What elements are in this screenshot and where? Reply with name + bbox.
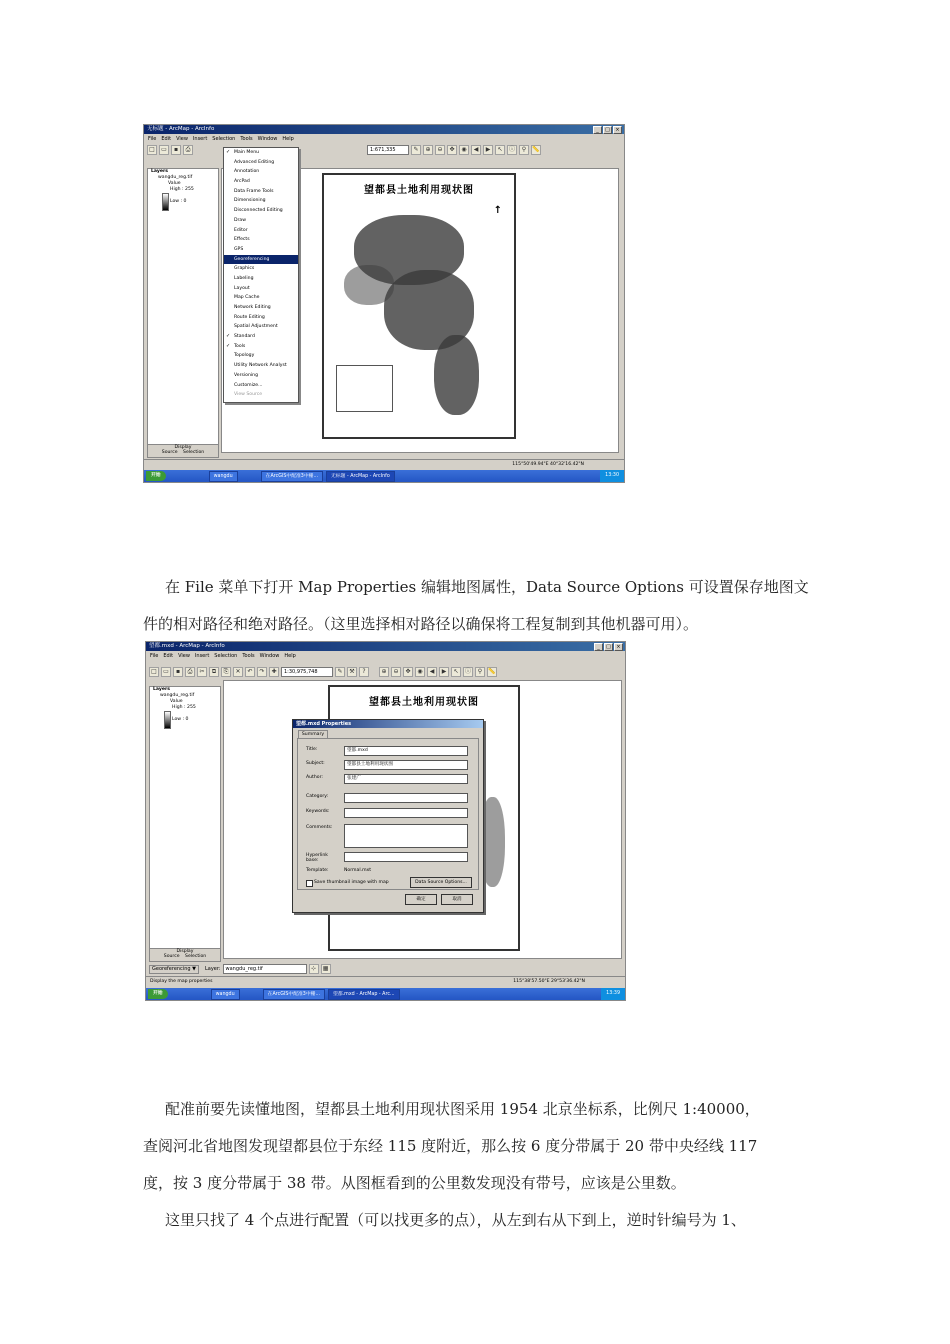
system-tray-clock: 13:39 — [601, 988, 625, 1000]
new-icon[interactable]: □ — [147, 145, 157, 155]
text-line: 度，按 3 度分带属于 38 带。从图框看到的公里数发现没有带号，应该是公里数。 — [143, 1174, 686, 1192]
toolbar-menu-item-label: Effects — [234, 237, 250, 243]
toolbar-menu-item[interactable] — [224, 264, 298, 274]
dialog-title: 望都.mxd Properties — [293, 720, 483, 728]
toolbar-menu-item-label: Utility Network Analyst — [234, 363, 287, 369]
menu-help[interactable]: Help — [282, 136, 294, 142]
legend-ramp — [162, 193, 169, 211]
title-field[interactable]: 望都.mxd — [344, 746, 468, 756]
toolbar-menu-item-label: Network Editing — [234, 305, 271, 310]
toolbars-submenu — [223, 147, 299, 403]
add-control-points-icon[interactable]: ⊹ — [309, 964, 319, 974]
subject-field[interactable]: 望都县土地利用现状图 — [344, 760, 468, 770]
undo-icon[interactable]: ↶ — [245, 667, 255, 677]
tab-display[interactable]: Display — [176, 949, 194, 954]
paste-icon[interactable]: ⎘ — [221, 667, 231, 677]
template-label: Template: — [306, 868, 329, 873]
menu-edit[interactable]: Edit — [161, 136, 172, 142]
toolbar-menu-item — [224, 390, 298, 400]
menu-tools[interactable]: Tools — [240, 136, 253, 142]
toolbar-menu-item[interactable] — [224, 342, 298, 352]
open-icon[interactable]: ▭ — [159, 145, 169, 155]
save-icon[interactable]: ▪ — [171, 145, 181, 155]
toolbar-menu-item[interactable] — [224, 235, 298, 245]
hyperlink-field[interactable] — [344, 852, 468, 862]
window-title: 望都.mxd - ArcMap - ArcInfo — [149, 643, 225, 649]
toolbar-menu-item-label: Draw — [234, 217, 246, 223]
measure-icon[interactable]: 📏 — [532, 145, 540, 153]
template-value: Normal.mxt — [344, 868, 372, 873]
paragraph-coordinate-system — [143, 1091, 803, 1239]
help-icon[interactable]: ? — [359, 667, 369, 677]
summary-panel — [297, 738, 479, 890]
maximize-icon[interactable]: □ — [604, 643, 613, 651]
toolbar-menu-item[interactable] — [224, 206, 298, 216]
toolbar-menu-item-label: Dimensioning — [234, 198, 266, 204]
map-region-shape — [344, 265, 394, 305]
coordinate-readout: 115°50'49.94"E 40°32'16.42"N — [512, 462, 584, 467]
status-bar — [144, 459, 624, 469]
map-properties-dialog — [292, 719, 484, 913]
menu-view[interactable]: View — [176, 136, 188, 142]
legend-ramp — [164, 711, 171, 729]
georeferencing-menu[interactable]: Georeferencing ▼ — [149, 965, 199, 974]
toolbar-menu-item[interactable] — [224, 381, 298, 391]
taskbar-item-folder[interactable]: wangdu — [211, 989, 240, 1000]
menu-file[interactable]: File — [150, 653, 159, 659]
thumbnail-label: Save thumbnail image with map — [314, 880, 389, 885]
scale-input[interactable]: 1:30,975,748 — [281, 667, 333, 677]
measure-icon[interactable]: 📏 — [488, 667, 496, 675]
taskbar-item-arcmap[interactable]: 望都.mxd - ArcMap - Arc... — [328, 989, 400, 1000]
toolbar-menu-item-label: Main Menu — [234, 150, 260, 155]
text-line: 这里只找了 4 个点进行配置（可以找更多的点），从左到右从下到上，逆时针编号为 1、 — [165, 1211, 746, 1229]
copy-icon[interactable]: ⧉ — [209, 667, 219, 677]
window-controls — [594, 643, 623, 651]
comments-label: Comments: — [306, 825, 333, 830]
table-of-contents — [147, 168, 219, 458]
toolbar-menu-item[interactable] — [224, 371, 298, 381]
menu-insert[interactable]: Insert — [194, 653, 210, 659]
toolbar-menu-item[interactable] — [224, 284, 298, 294]
tab-source[interactable]: Source — [161, 450, 178, 455]
window-title: 无标题 - ArcMap - ArcInfo — [147, 126, 215, 132]
redo-icon[interactable]: ↷ — [257, 667, 267, 677]
check-icon: ✓ — [226, 342, 231, 349]
taskbar-item-folder[interactable]: wangdu — [209, 471, 238, 482]
back-icon[interactable]: ◀ — [427, 667, 437, 677]
layer-label: Layer: — [204, 966, 221, 972]
tab-summary[interactable]: Summary — [298, 730, 328, 739]
title-label: Title: — [306, 747, 318, 752]
toc-low: Low : 0 — [172, 717, 189, 722]
comments-field[interactable] — [344, 824, 468, 848]
toolbar-menu-item-label: Disconnected Editing — [234, 208, 283, 214]
new-icon[interactable]: □ — [149, 667, 159, 677]
text-line: 配准前要先读懂地图，望都县土地利用现状图采用 1954 北京坐标系，比例尺 1:40000， — [165, 1100, 760, 1118]
toolbar-menu-item-label: Customize... — [234, 382, 263, 388]
paragraph-map-properties — [143, 569, 809, 643]
category-field[interactable] — [344, 793, 468, 803]
toolbar-menu-item-label: Layout — [234, 285, 250, 291]
author-label: Author: — [306, 775, 323, 780]
check-icon: ✓ — [226, 149, 231, 155]
toc-layers[interactable]: Layers — [153, 687, 170, 692]
toc-low: Low : 0 — [170, 199, 187, 204]
hyperlink-label: Hyperlink base: — [306, 853, 328, 863]
toolbar-menu-item-label: Tools — [234, 343, 246, 349]
identify-icon[interactable]: ⓘ — [508, 145, 515, 153]
toolbar-menu-item[interactable] — [224, 226, 298, 236]
toolbar-menu-item[interactable] — [224, 177, 298, 187]
north-arrow-icon: ↑ — [493, 205, 502, 216]
toolbar-menu-item[interactable] — [224, 351, 298, 361]
data-source-options-button[interactable]: Data Source Options... — [410, 877, 472, 888]
editor-icon[interactable]: ✎ — [411, 145, 421, 155]
check-icon: ✓ — [226, 333, 231, 340]
toolbar-menu-item-label: GPS — [234, 246, 244, 252]
window-controls — [593, 126, 622, 134]
toolbar-menu-item[interactable] — [224, 158, 298, 168]
arctoolbox-icon[interactable]: ⚒ — [347, 667, 357, 677]
toc-tabs — [150, 948, 220, 961]
toc-value-label: Value — [168, 181, 181, 186]
zoom-out-icon[interactable]: ⊖ — [435, 145, 445, 155]
map-legend-table — [336, 365, 393, 412]
toolbar-menu-item[interactable] — [224, 245, 298, 255]
map-region-shape — [434, 335, 479, 415]
toolbar-menu-item-label: Labeling — [234, 275, 254, 281]
coordinate-readout: 115°38'57.50"E 29°53'36.42"N — [513, 979, 585, 984]
zoom-in-icon[interactable]: ⊕ — [379, 667, 389, 677]
thumbnail-checkbox[interactable] — [306, 880, 313, 887]
menu-view[interactable]: View — [178, 653, 190, 659]
toc-layer-name[interactable]: wangdu_reg.tif — [158, 175, 193, 180]
editor-icon[interactable]: ✎ — [335, 667, 345, 677]
toolbar-menu-item-label: Route Editing — [234, 314, 265, 320]
map-title: 望都县土地利用现状图 — [369, 697, 479, 708]
toolbar-menu-item-label: Spatial Adjustment — [234, 324, 278, 330]
toolbar-menu-item-label: View Source — [234, 392, 263, 398]
tab-display[interactable]: Display — [174, 445, 192, 450]
add-data-icon[interactable]: ✚ — [269, 667, 279, 677]
text-line: 件的相对路径和绝对路径。（这里选择相对路径以确保将工程复制到其他机器可用）。 — [143, 615, 699, 633]
find-icon[interactable]: ⚲ — [475, 667, 485, 677]
pan-icon[interactable]: ✥ — [447, 145, 457, 155]
tab-selection[interactable]: Selection — [183, 450, 205, 455]
start-button[interactable]: 开始 — [148, 989, 168, 999]
toolbar-menu-item-label: ArcPad — [234, 179, 250, 185]
toc-tabs — [148, 444, 218, 457]
layer-select[interactable]: wangdu_reg.tif — [223, 964, 307, 974]
toc-high: High : 255 — [170, 187, 194, 192]
forward-icon[interactable]: ▶ — [483, 145, 493, 155]
toolbar-menu-item[interactable] — [224, 332, 298, 342]
identify-icon[interactable]: ⓘ — [464, 667, 471, 675]
menu-bar — [146, 652, 625, 660]
toc-high: High : 255 — [172, 705, 196, 710]
toolbar-menu-item[interactable] — [224, 313, 298, 323]
toolbar-menu-item[interactable] — [224, 322, 298, 332]
toolbar-menu-item-label: Versioning — [234, 372, 258, 378]
toolbar-menu-item-label: Editor — [234, 227, 248, 233]
keywords-field[interactable] — [344, 808, 468, 818]
windows-taskbar — [144, 470, 624, 482]
menu-tools[interactable]: Tools — [242, 653, 255, 659]
toolbar-menu-item[interactable] — [224, 255, 298, 265]
table-of-contents — [149, 686, 221, 962]
save-icon[interactable]: ▪ — [173, 667, 183, 677]
screenshot-map-properties — [145, 641, 626, 1001]
toolbar-menu-item[interactable] — [224, 303, 298, 313]
toc-layer-name[interactable]: wangdu_reg.tif — [160, 693, 195, 698]
toolbar-menu-item-label: Topology — [234, 353, 255, 359]
taskbar-item-arcmap[interactable]: 无标题 - ArcMap - ArcInfo — [326, 471, 395, 482]
select-icon[interactable]: ↖ — [451, 667, 461, 677]
cancel-button[interactable]: 取消 — [441, 894, 473, 905]
tab-source[interactable]: Source — [163, 954, 180, 959]
select-icon[interactable]: ↖ — [495, 145, 505, 155]
tab-selection[interactable]: Selection — [185, 954, 207, 959]
zoom-in-icon[interactable]: ⊕ — [423, 145, 433, 155]
pan-icon[interactable]: ✥ — [403, 667, 413, 677]
open-icon[interactable]: ▭ — [161, 667, 171, 677]
menu-insert[interactable]: Insert — [192, 136, 208, 142]
status-text: Display the map properties — [150, 979, 213, 984]
toolbar-menu-item[interactable] — [224, 148, 298, 158]
menu-bar — [144, 135, 624, 143]
toolbar-menu-item[interactable] — [224, 293, 298, 303]
menu-window[interactable]: Window — [259, 653, 280, 659]
georeferencing-toolbar — [146, 964, 625, 974]
full-extent-icon[interactable]: ◉ — [415, 667, 425, 677]
delete-icon[interactable]: ✕ — [233, 667, 243, 677]
forward-icon[interactable]: ▶ — [439, 667, 449, 677]
taskbar-item-doc[interactable]: 在ArcGIS中配准3中栅... — [261, 471, 323, 482]
close-icon[interactable]: × — [613, 126, 622, 134]
map-title: 望都县土地利用现状图 — [364, 185, 474, 196]
standard-toolbar — [146, 666, 625, 677]
toolbar-menu-item[interactable] — [224, 216, 298, 226]
screenshot-arcmap-toolbars — [143, 124, 625, 483]
window-titlebar — [144, 125, 624, 134]
minimize-icon[interactable]: _ — [593, 126, 602, 134]
menu-edit[interactable]: Edit — [163, 653, 174, 659]
system-tray-clock: 13:30 — [600, 470, 624, 482]
author-field[interactable]: 张建广 — [344, 774, 468, 784]
cut-icon[interactable]: ✂ — [197, 667, 207, 677]
toolbar-menu-item-label: Graphics — [234, 266, 255, 272]
map-layout-frame — [322, 173, 516, 439]
window-titlebar — [146, 642, 625, 651]
toolbar-menu-item-label: Map Cache — [234, 295, 260, 301]
full-extent-icon[interactable]: ◉ — [459, 145, 469, 155]
toolbar-menu-item[interactable] — [224, 187, 298, 197]
subject-label: Subject: — [306, 761, 325, 766]
status-bar — [146, 976, 625, 987]
menu-selection[interactable]: Selection — [214, 653, 238, 659]
menu-file[interactable]: File — [148, 136, 157, 142]
menu-help[interactable]: Help — [284, 653, 296, 659]
back-icon[interactable]: ◀ — [471, 145, 481, 155]
taskbar-item-doc[interactable]: 在ArcGIS中配准3中栅... — [263, 989, 325, 1000]
windows-taskbar — [146, 988, 625, 1000]
toc-value-label: Value — [170, 699, 183, 704]
close-icon[interactable]: × — [614, 643, 623, 651]
text-line: 查阅河北省地图发现望都县位于东经 115 度附近，那么按 6 度分带属于 20 带中央经线 117 — [143, 1137, 758, 1155]
minimize-icon[interactable]: _ — [594, 643, 603, 651]
toolbar-menu-item-label: Annotation — [234, 169, 260, 175]
menu-window[interactable]: Window — [257, 136, 278, 142]
print-icon[interactable]: ⎙ — [183, 145, 193, 155]
toc-layers[interactable]: Layers — [151, 169, 168, 174]
ok-button[interactable]: 确定 — [405, 894, 437, 905]
view-link-table-icon[interactable]: ▦ — [321, 964, 331, 974]
maximize-icon[interactable]: □ — [603, 126, 612, 134]
menu-selection[interactable]: Selection — [212, 136, 236, 142]
find-icon[interactable]: ⚲ — [519, 145, 529, 155]
toolbar-menu-item[interactable] — [224, 196, 298, 206]
print-icon[interactable]: ⎙ — [185, 667, 195, 677]
standard-toolbar — [144, 144, 624, 155]
scale-input[interactable]: 1:671,335 — [367, 145, 409, 155]
toolbar-menu-item[interactable] — [224, 274, 298, 284]
toolbar-menu-item[interactable] — [224, 167, 298, 177]
start-button[interactable]: 开始 — [146, 471, 166, 481]
toolbar-menu-item-label: Advanced Editing — [234, 159, 275, 165]
category-label: Category: — [306, 794, 329, 799]
toolbar-menu-item-label: Georeferencing — [234, 256, 270, 262]
toolbar-menu-item-label: Data Frame Tools — [234, 188, 274, 194]
toolbar-menu-item[interactable] — [224, 361, 298, 371]
keywords-label: Keywords: — [306, 809, 330, 814]
toolbar-menu-item-label: Standard — [234, 334, 255, 340]
zoom-out-icon[interactable]: ⊖ — [391, 667, 401, 677]
text-line: 在 File 菜单下打开 Map Properties 编辑地图属性，Data Source Options 可设置保存地图文 — [165, 578, 809, 596]
